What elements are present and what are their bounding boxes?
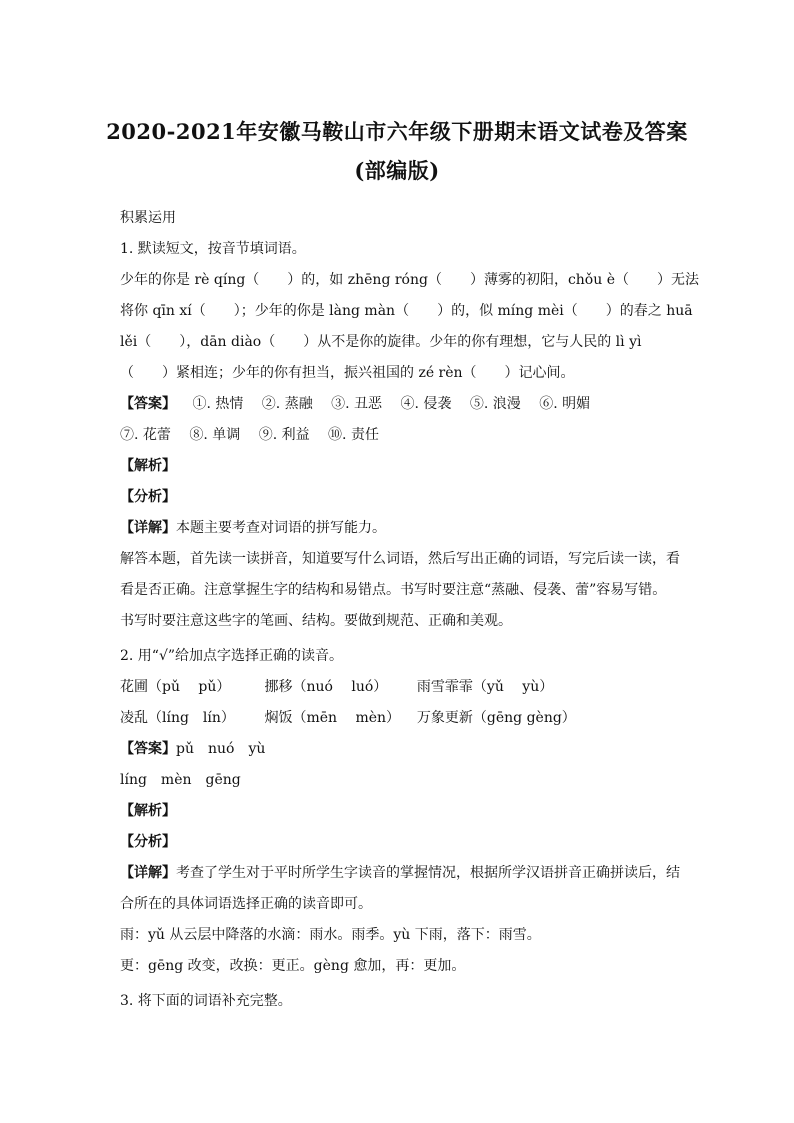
q1-answer-cont: ⑦. 花蕾 ⑧. 单调 ⑨. 利益 ⑩. 责任 [120, 427, 379, 443]
q1-passage-line: 少年的你是 rè qíng（ ）的，如 zhēng róng（ ）薄雾的初阳，chǒu è（ ）无法 [120, 272, 699, 288]
q2-fenxi-label: 【分析】 [120, 834, 176, 850]
q2-options-row [120, 676, 553, 696]
answer-text: ①. 热情 ②. 蒸融 ③. 丑恶 ④. 侵袭 ⑤. 浪漫 ⑥. 明媚 [192, 396, 591, 412]
q1-explain-line: 看是否正确。注意掌握生字的结构和易错点。书写时要注意“蒸融、侵袭、蕾”容易写错。 [120, 582, 667, 598]
q2-geng-explain: 更：gēng 改变，改换：更正。gèng 愈加，再：更加。 [120, 958, 466, 974]
q2-answer-cont: líng mèn gēng [120, 772, 241, 788]
q2-yu-explain: 雨：yǔ 从云层中降落的水滴：雨水。雨季。yù 下雨，落下：雨雪。 [120, 927, 541, 943]
detail-label: 【详解】 [120, 865, 176, 881]
q2-option: 凌乱（líng lín） [120, 710, 235, 726]
detail-label: 【详解】 [120, 520, 176, 536]
q1-passage-line: 将你 qīn xí（ ）；少年的你是 làng màn（ ）的，似 míng mèi（ ）的春之 huā [120, 303, 693, 319]
q2-option: 万象更新（gēng gèng） [416, 710, 576, 726]
q2-detail-cont: 合所在的具体词语选择正确的读音即可。 [120, 896, 372, 912]
document-subtitle: (部编版) [354, 158, 440, 183]
answer-label: 【答案】 [120, 396, 176, 412]
q2-option: 花圃（pǔ pǔ） [120, 679, 231, 695]
q2-stem: 2. 用“√”给加点字选择正确的读音。 [120, 648, 344, 664]
q1-analysis-label: 【解析】 [120, 458, 176, 474]
detail-text: 考查了学生对于平时所学生字读音的掌握情况，根据所学汉语拼音正确拼读后，结 [176, 865, 680, 881]
q1-stem: 1. 默读短文，按音节填词语。 [120, 241, 306, 257]
q2-detail [120, 862, 680, 882]
q2-analysis-label: 【解析】 [120, 803, 176, 819]
q1-fenxi-label: 【分析】 [120, 489, 176, 505]
section-heading: 积累运用 [120, 210, 176, 226]
q1-passage-line: （ ）紧相连；少年的你有担当，振兴祖国的 zé rèn（ ）记心间。 [120, 365, 575, 381]
q1-answer [120, 393, 590, 413]
detail-text: 本题主要考查对词语的拼写能力。 [176, 520, 386, 536]
q1-passage-line: lěi（ ），dān diào（ ）从不是你的旋律。少年的你有理想，它与人民的 lì yì [120, 334, 642, 350]
answer-text: pǔ nuó yù [176, 741, 266, 757]
q2-option: 雨雪霏霏（yǔ yù） [416, 679, 554, 695]
q2-options-row [120, 707, 576, 727]
q2-answer [120, 738, 265, 758]
q3-stem: 3. 将下面的词语补充完整。 [120, 993, 292, 1009]
q1-detail [120, 517, 386, 537]
answer-label: 【答案】 [120, 741, 176, 757]
q2-option: 焖饭（mēn mèn） [264, 710, 401, 726]
q1-explain-line: 书写时要注意这些字的笔画、结构。要做到规范、正确和美观。 [120, 613, 512, 629]
q2-option: 挪移（nuó luó） [264, 679, 388, 695]
q1-explain-line: 解答本题，首先读一读拼音，知道要写什么词语，然后写出正确的词语，写完后读一读，看 [120, 551, 680, 567]
document-title: 2020-2021年安徽马鞍山市六年级下册期末语文试卷及答案 [106, 119, 688, 144]
